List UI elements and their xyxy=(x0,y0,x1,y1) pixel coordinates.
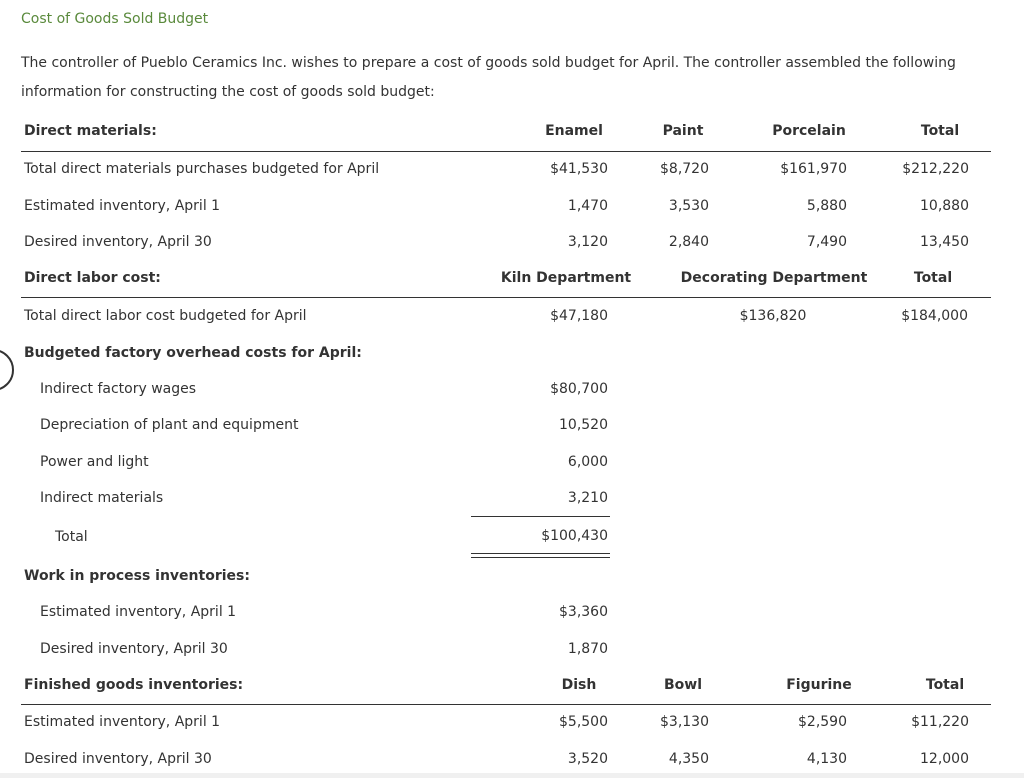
fg-total-value: $11,220 xyxy=(911,714,969,730)
page-title: Cost of Goods Sold Budget xyxy=(21,11,209,27)
dm-total-value: 13,450 xyxy=(920,234,969,250)
dm-porcelain-value: 7,490 xyxy=(806,234,847,250)
dm-total-value: 10,880 xyxy=(920,198,969,214)
dm-paint-value: $8,720 xyxy=(660,161,709,177)
fg-dish-value: 3,520 xyxy=(567,751,608,767)
wip-item-label: Desired inventory, April 30 xyxy=(40,641,228,657)
fg-dish-value: $5,500 xyxy=(559,714,608,730)
fg-row-label: Estimated inventory, April 1 xyxy=(24,714,221,730)
fg-row-label: Desired inventory, April 30 xyxy=(24,751,212,767)
col-paint-header: Paint xyxy=(662,123,704,139)
dm-porcelain-value: 5,880 xyxy=(806,198,847,214)
subtotal-rule xyxy=(471,516,610,517)
overhead-total-value: $100,430 xyxy=(541,528,608,544)
fg-total-value: 12,000 xyxy=(920,751,969,767)
header-rule xyxy=(21,297,991,298)
overhead-item-label: Depreciation of plant and equipment xyxy=(40,417,299,433)
overhead-item-label: Indirect factory wages xyxy=(40,381,197,397)
overhead-item-label: Indirect materials xyxy=(40,490,164,506)
col-total-header: Total xyxy=(925,677,965,693)
wip-heading: Work in process inventories: xyxy=(24,568,250,584)
dm-row-label: Desired inventory, April 30 xyxy=(24,234,212,250)
finished-goods-heading: Finished goods inventories: xyxy=(24,677,244,693)
col-enamel-header: Enamel xyxy=(545,123,603,139)
col-dish-header: Dish xyxy=(561,677,597,693)
total-double-rule xyxy=(471,553,610,558)
direct-labor-heading: Direct labor cost: xyxy=(24,270,161,286)
cropped-circle-icon xyxy=(0,349,14,391)
fg-bowl-value: 4,350 xyxy=(668,751,709,767)
wip-item-value: 1,870 xyxy=(567,641,608,657)
overhead-item-label: Power and light xyxy=(40,454,149,470)
wip-item-label: Estimated inventory, April 1 xyxy=(40,604,237,620)
overhead-item-value: 3,210 xyxy=(567,490,608,506)
overhead-item-value: 6,000 xyxy=(567,454,608,470)
dm-porcelain-value: $161,970 xyxy=(780,161,847,177)
dm-paint-value: 2,840 xyxy=(668,234,709,250)
header-rule xyxy=(21,704,991,705)
intro-line-1: The controller of Pueblo Ceramics Inc. wishes to prepare a cost of goods sold budget for April. The controller assembled the following xyxy=(21,55,956,71)
dl-decorating-value: $136,820 xyxy=(739,308,807,324)
intro-paragraph xyxy=(21,49,1011,107)
overhead-heading: Budgeted factory overhead costs for April: xyxy=(24,345,362,361)
col-kiln-header: Kiln Department xyxy=(500,270,632,286)
overhead-total-label: Total xyxy=(55,529,88,545)
dl-total-value: $184,000 xyxy=(901,308,968,324)
header-rule xyxy=(21,151,991,152)
dm-enamel-value: 3,120 xyxy=(567,234,608,250)
dm-enamel-value: $41,530 xyxy=(550,161,608,177)
col-figurine-header: Figurine xyxy=(786,677,852,693)
dm-row-label: Total direct materials purchases budgeted for April xyxy=(24,161,380,177)
fg-figurine-value: $2,590 xyxy=(798,714,847,730)
col-total-header: Total xyxy=(920,123,960,139)
overhead-item-value: $80,700 xyxy=(550,381,608,397)
dm-paint-value: 3,530 xyxy=(668,198,709,214)
dm-total-value: $212,220 xyxy=(902,161,969,177)
bottom-edge xyxy=(0,773,1024,778)
dl-row-label: Total direct labor cost budgeted for April xyxy=(24,308,307,324)
col-porcelain-header: Porcelain xyxy=(772,123,846,139)
col-decorating-header: Decorating Department xyxy=(680,270,868,286)
intro-line-2: information for constructing the cost of goods sold budget: xyxy=(21,84,435,100)
dl-kiln-value: $47,180 xyxy=(550,308,608,324)
fg-bowl-value: $3,130 xyxy=(660,714,709,730)
col-total-header: Total xyxy=(913,270,953,286)
overhead-item-value: 10,520 xyxy=(559,417,608,433)
direct-materials-heading: Direct materials: xyxy=(24,123,157,139)
wip-item-value: $3,360 xyxy=(559,604,608,620)
col-bowl-header: Bowl xyxy=(663,677,703,693)
dm-enamel-value: 1,470 xyxy=(567,198,608,214)
dm-row-label: Estimated inventory, April 1 xyxy=(24,198,221,214)
fg-figurine-value: 4,130 xyxy=(806,751,847,767)
